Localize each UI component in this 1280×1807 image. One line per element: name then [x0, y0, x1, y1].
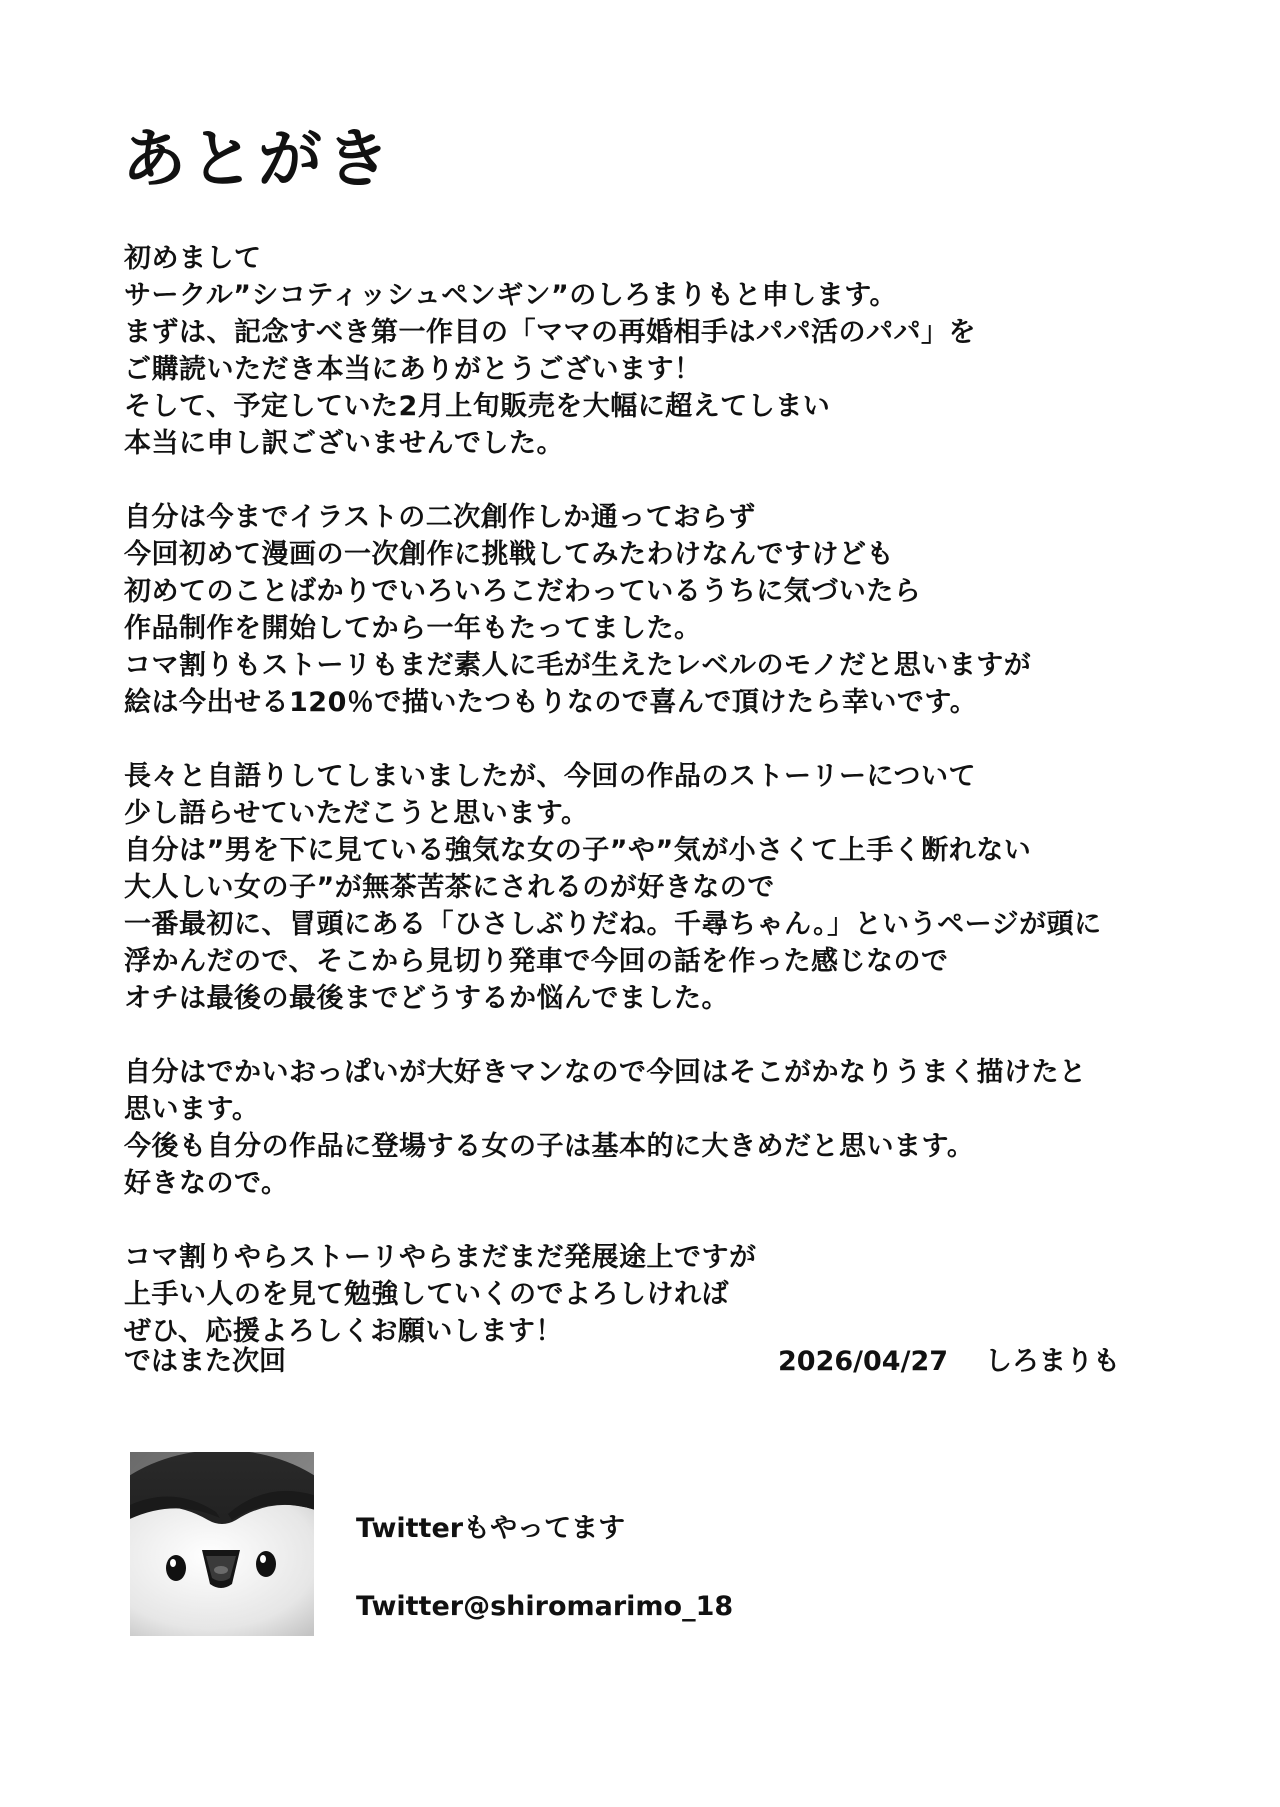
text-line: 大人しい女の子”が無茶苦茶にされるのが好きなので: [124, 872, 775, 903]
text-line: 絵は今出せる120％で描いたつもりなので喜んで頂けたら幸いです。: [124, 687, 978, 718]
text-line: 本当に申し訳ございませんでした。: [124, 428, 564, 459]
twitter-handle: Twitter@shiromarimo_18: [356, 1591, 734, 1622]
author-name: しろまりも: [985, 1346, 1120, 1377]
text-line: まずは、記念すべき第一作目の「ママの再婚相手はパパ活のパパ」を: [124, 317, 976, 348]
text-line: コマ割りもストーリもまだ素人に毛が生えたレベルのモノだと思いますが: [124, 650, 1032, 681]
paragraph: [124, 240, 1184, 462]
text-line: 作品制作を開始してから一年もたってました。: [124, 613, 702, 644]
text-line: 浮かんだので、そこから見切り発車で今回の話を作った感じなので: [124, 946, 949, 977]
paragraph: [124, 1239, 1184, 1350]
afterword-body: [124, 240, 1184, 1387]
text-line: ぜひ、応援よろしくお願いします！: [124, 1316, 563, 1347]
text-line: 上手い人のを見て勉強していくのでよろしければ: [124, 1279, 729, 1310]
closing-text: ではまた次回: [124, 1346, 286, 1377]
page-title: あとがき: [122, 123, 394, 197]
text-line: 今回初めて漫画の一次創作に挑戦してみたわけなんですけども: [124, 539, 894, 570]
text-line: 自分はでかいおっぱいが大好きマンなので今回はそこがかなりうまく描けたと: [124, 1057, 1087, 1088]
paragraph: [124, 499, 1184, 721]
twitter-note: Twitterもやってます: [356, 1513, 626, 1544]
text-line: 思います。: [124, 1094, 260, 1125]
text-line: そして、予定していた2月上旬販売を大幅に超えてしまい: [124, 391, 831, 422]
text-line: 自分は”男を下に見ている強気な女の子”や”気が小さくて上手く断れない: [124, 835, 1032, 866]
date-text: 2026/04/27: [778, 1346, 949, 1377]
text-line: 初めてのことばかりでいろいろこだわっているうちに気づいたら: [124, 576, 922, 607]
text-line: ご購読いただき本当にありがとうございます！: [124, 354, 702, 385]
text-line: 自分は今までイラストの二次創作しか通っておらず: [124, 502, 756, 533]
text-line: 長々と自語りしてしまいましたが、今回の作品のストーリーについて: [124, 761, 976, 792]
text-line: 少し語らせていただこうと思います。: [124, 798, 589, 829]
text-line: コマ割りやらストーリやらまだまだ発展途上ですが: [124, 1242, 757, 1273]
text-line: 一番最初に、冒頭にある「ひさしぶりだね。千尋ちゃん。」というページが頭に: [124, 909, 1102, 940]
text-line: サークル”シコティッシュペンギン”のしろまりもと申します。: [124, 280, 898, 311]
penguin-avatar-icon: [130, 1452, 314, 1636]
text-line: 今後も自分の作品に登場する女の子は基本的に大きめだと思います。: [124, 1131, 975, 1162]
text-line: 初めまして: [124, 243, 262, 274]
text-line: オチは最後の最後までどうするか悩んでました。: [124, 983, 729, 1014]
paragraph: [124, 1054, 1184, 1202]
paragraph: [124, 758, 1184, 1017]
text-line: 好きなので。: [124, 1168, 289, 1199]
